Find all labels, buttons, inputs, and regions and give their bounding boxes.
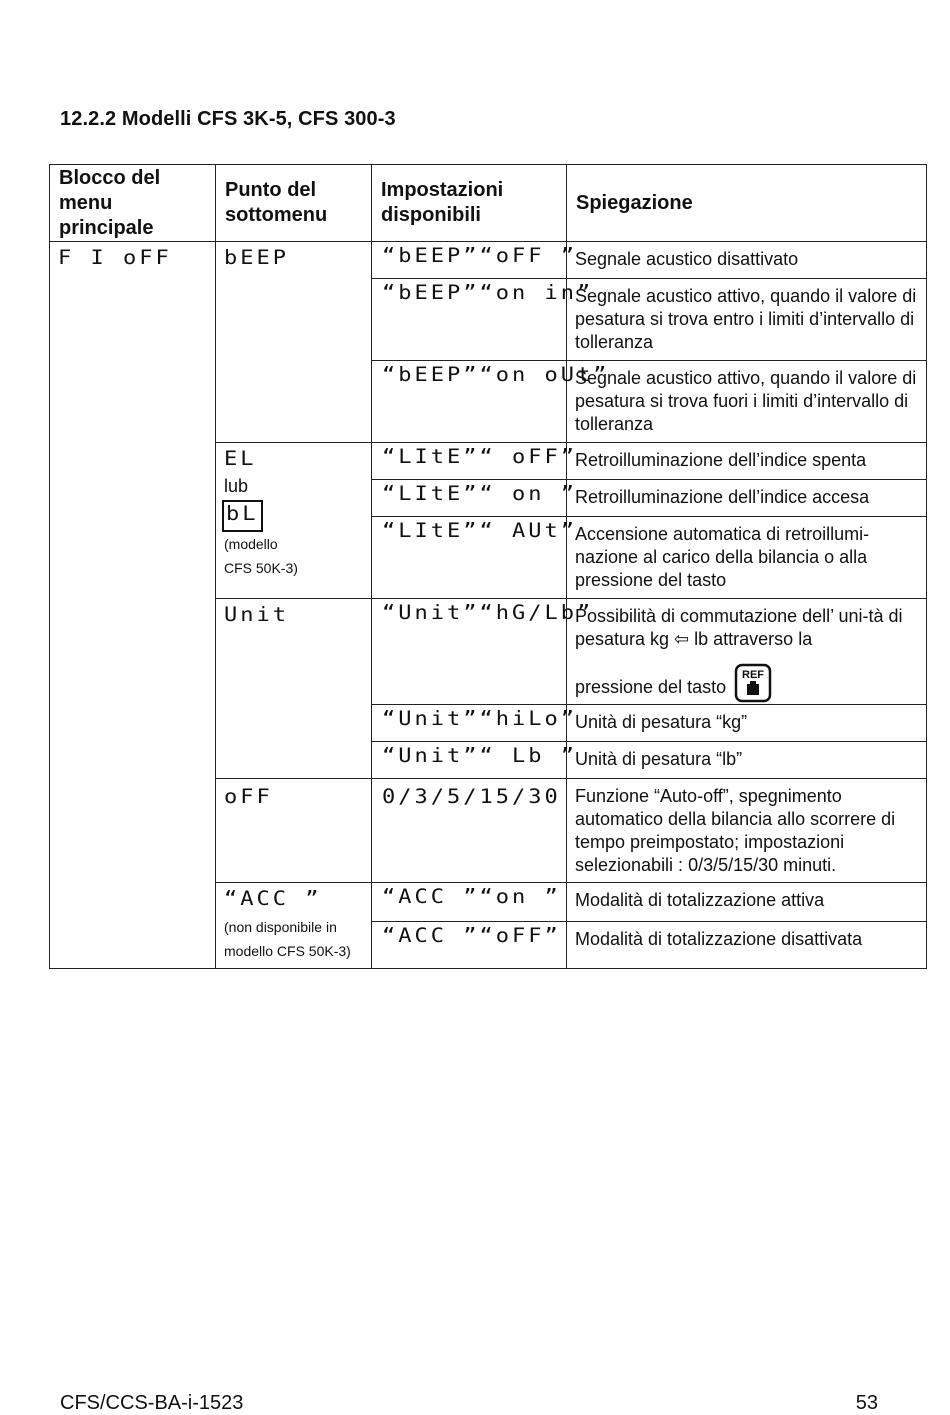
key-press-text: pressione del tasto	[575, 677, 727, 697]
ref-key-label: REF	[742, 669, 765, 681]
setting-unit-kg-lb	[372, 599, 594, 705]
lcd-text: “bEEP”“on in”	[382, 281, 594, 305]
header-main-block: Blocco del menu principale	[50, 165, 216, 242]
header-submenu: Punto del sottomenu	[216, 165, 372, 242]
light-code: EL	[224, 447, 257, 471]
explanation: Modalità di totalizzazione disattivata	[567, 922, 927, 969]
explanation: Accensione automatica di retroillumi-nazione al carico della bilancia o alla pressione del tasto	[567, 517, 927, 599]
setting-lite-off	[372, 443, 577, 480]
explanation: Unità di pesatura “lb”	[567, 742, 927, 779]
beep-code: bEEP	[224, 246, 289, 270]
submenu-off	[216, 779, 372, 883]
explanation: Modalità di totalizzazione attiva	[567, 883, 927, 922]
bl-code: bL	[226, 502, 259, 526]
unit-explanation-key	[575, 659, 918, 699]
lcd-text: “Unit”“hG/Lb”	[382, 601, 594, 625]
lcd-text: “LItE”“ oFF”	[382, 445, 577, 469]
lcd-text: “LItE”“ on ”	[382, 482, 577, 506]
explanation: Segnale acustico disattivato	[567, 242, 927, 279]
header-row	[50, 165, 927, 242]
light-sub-label: lub	[224, 476, 249, 496]
submenu-beep	[216, 242, 372, 443]
setting-beep-on-out	[372, 361, 610, 443]
setting-beep-off	[372, 242, 577, 279]
main-block-cell	[50, 242, 216, 969]
setting-unit-lb	[372, 742, 577, 779]
unit-code: Unit	[224, 603, 289, 627]
submenu-acc	[216, 883, 372, 969]
acc-note-2: modello CFS 50K-3)	[224, 943, 351, 959]
explanation: Retroilluminazione dell’indice accesa	[567, 480, 927, 517]
bl-code-box	[222, 500, 263, 532]
setting-acc-off	[372, 922, 567, 969]
lcd-text: “LItE”“ AUt”	[382, 519, 577, 543]
off-code: oFF	[224, 785, 273, 809]
setting-lite-on	[372, 480, 577, 517]
model-note-2: CFS 50K-3)	[224, 560, 298, 576]
acc-code: “ACC ”	[224, 887, 322, 911]
model-note-1: (modello	[224, 536, 278, 552]
header-settings: Impostazioni disponibili	[372, 165, 567, 242]
table-row	[50, 242, 927, 279]
ref-key-icon	[734, 663, 772, 703]
acc-note-1: (non disponibile in	[224, 919, 337, 935]
main-block-code: F I oFF	[58, 246, 172, 270]
lcd-text: 0/3/5/15/30	[382, 785, 561, 809]
lcd-text: “Unit”“hiLo”	[382, 707, 577, 731]
setting-beep-on-in	[372, 279, 594, 361]
explanation	[567, 599, 927, 705]
lcd-text: “ACC ”“oFF”	[382, 924, 561, 948]
setting-off-times	[372, 779, 567, 883]
section-heading: 12.2.2 Modelli CFS 3K-5, CFS 300-3	[60, 108, 396, 130]
submenu-unit	[216, 599, 372, 779]
explanation: Segnale acustico attivo, quando il valore di pesatura si trova fuori i limiti d’intervallo di tolleranza	[567, 361, 927, 443]
lcd-text: “bEEP”“on oUt”	[382, 363, 610, 387]
unit-explanation-line: Possibilità di commutazione dell’ uni-tà di pesatura kg ⇦ lb attraverso la	[575, 606, 903, 649]
header-explanation: Spiegazione	[567, 165, 927, 242]
setting-unit-kilo	[372, 705, 577, 742]
setting-lite-auto	[372, 517, 577, 599]
setting-acc-on	[372, 883, 567, 922]
lcd-text: “bEEP”“oFF ”	[382, 244, 577, 268]
explanation: Unità di pesatura “kg”	[567, 705, 927, 742]
lcd-text: “ACC ”“on ”	[382, 885, 561, 909]
explanation: Retroilluminazione dell’indice spenta	[567, 443, 927, 480]
footer-document-code: CFS/CCS-BA-i-1523	[60, 1392, 244, 1414]
explanation: Funzione “Auto-off”, spegnimento automatico della bilancia allo scorrere di tempo preimpostato; impostazioni selezionabili : 0/3/5/15/30 minuti.	[567, 779, 927, 883]
menu-table	[49, 164, 927, 969]
lcd-text: “Unit”“ Lb ”	[382, 744, 577, 768]
footer-page-number: 53	[855, 1392, 878, 1414]
submenu-light	[216, 443, 372, 599]
explanation: Segnale acustico attivo, quando il valore di pesatura si trova entro i limiti d’intervallo di tolleranza	[567, 279, 927, 361]
